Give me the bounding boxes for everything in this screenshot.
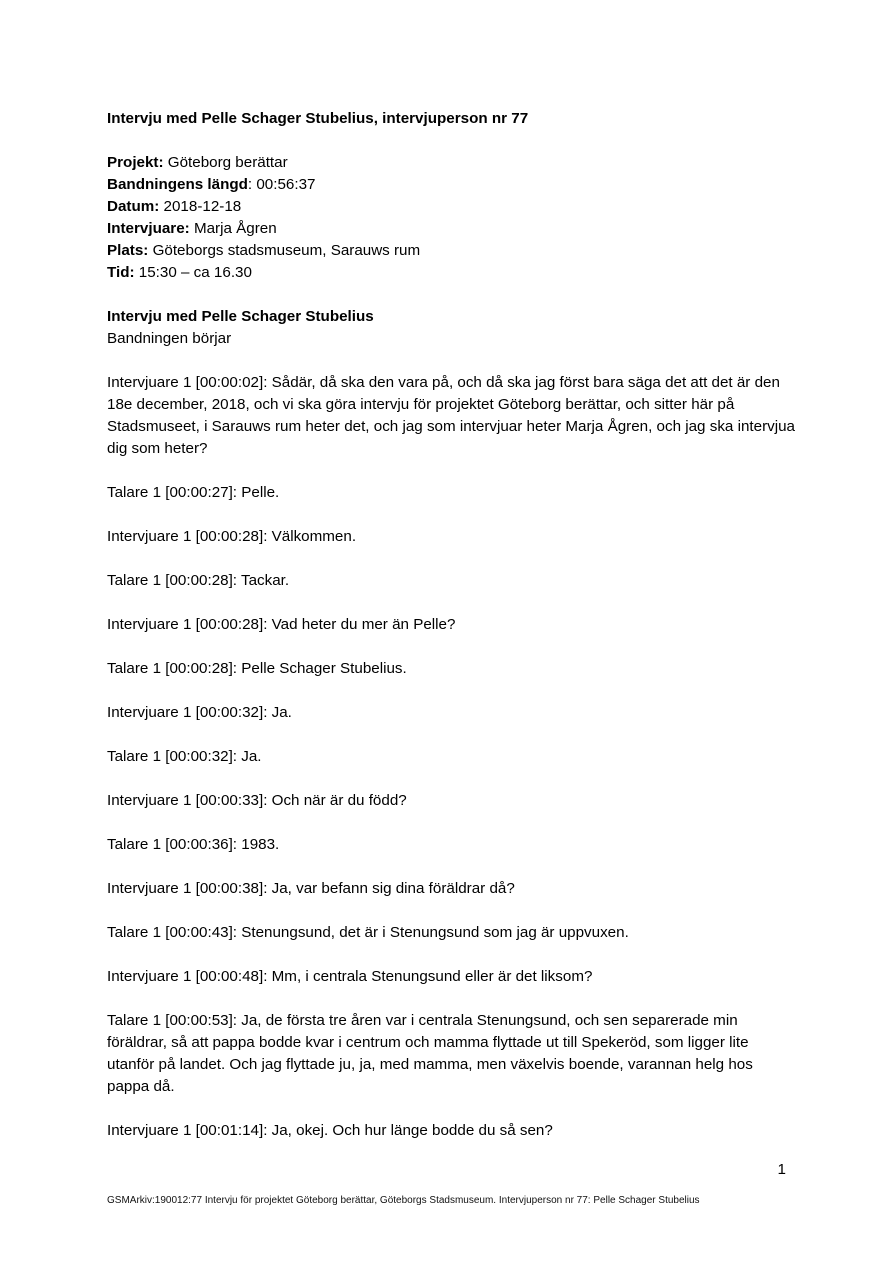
page-number: 1: [777, 1161, 786, 1178]
metadata-project: [107, 152, 797, 174]
metadata-key: Datum:: [107, 198, 160, 215]
metadata-block: [107, 152, 797, 284]
metadata-value: Marja Ågren: [189, 220, 277, 237]
page-footer: GSMArkiv:190012:77 Intervju för projektet Göteborg berättar, Göteborgs Stadsmuseum. Intervjuperson nr 77: Pelle Schager Stubelius: [107, 1195, 700, 1206]
transcript-turn: Intervjuare 1 [00:00:38]: Ja, var befann sig dina föräldrar då?: [107, 880, 515, 897]
metadata-value: Göteborg berättar: [163, 154, 288, 171]
metadata-key: Tid:: [107, 264, 135, 281]
metadata-key: Bandningens längd: [107, 176, 248, 193]
document-body: [107, 108, 797, 1164]
transcript-turn: Talare 1 [00:00:27]: Pelle.: [107, 484, 280, 501]
metadata-time: [107, 262, 797, 284]
transcript-turn: Intervjuare 1 [00:00:28]: Vad heter du mer än Pelle?: [107, 616, 456, 633]
transcript-turn: Intervjuare 1 [00:00:32]: Ja.: [107, 704, 292, 721]
transcript-turn: Talare 1 [00:00:32]: Ja.: [107, 748, 262, 765]
transcript-turn: Talare 1 [00:00:53]: Ja, de första tre åren var i centrala Stenungsund, och sen separerade min föräldrar, så att pappa bodde kvar i centrum och mamma flyttade ut till Spekeröd, som ligger lite utanför på landet. Och jag flyttade ju, ja, med mamma, men växelvis boende, varannan helg hos pappa då.: [107, 1012, 753, 1095]
metadata-interviewer: [107, 218, 797, 240]
metadata-value: Göteborgs stadsmuseum, Sarauws rum: [148, 242, 421, 259]
metadata-key: Plats:: [107, 242, 149, 259]
metadata-date: [107, 196, 797, 218]
metadata-place: [107, 240, 797, 262]
transcript-turn: Intervjuare 1 [00:01:14]: Ja, okej. Och hur länge bodde du så sen?: [107, 1122, 553, 1139]
transcript-turn: Intervjuare 1 [00:00:28]: Välkommen.: [107, 528, 357, 545]
transcript-turn: Intervjuare 1 [00:00:02]: Sådär, då ska den vara på, och då ska jag först bara säga det att det är den 18e december, 2018, och vi ska göra intervju för projektet Göteborg berättar, och sitter här på Stadsmuseet, i Sarauws rum heter det, och jag som intervjuar heter Marja Ågren, och jag ska intervjua dig som heter?: [107, 374, 795, 457]
metadata-key: Projekt:: [107, 154, 164, 171]
transcript-turn: Intervjuare 1 [00:00:33]: Och när är du född?: [107, 792, 407, 809]
metadata-key: Intervjuare:: [107, 220, 190, 237]
transcript-turn: Intervjuare 1 [00:00:48]: Mm, i centrala Stenungsund eller är det liksom?: [107, 968, 593, 985]
metadata-value: 2018-12-18: [159, 198, 242, 215]
metadata-value: : 00:56:37: [247, 176, 316, 193]
transcript: [107, 372, 797, 1142]
section-heading: Intervju med Pelle Schager Stubelius: [107, 308, 374, 325]
transcript-turn: Talare 1 [00:00:28]: Tackar.: [107, 572, 290, 589]
document-title: Intervju med Pelle Schager Stubelius, intervjuperson nr 77: [107, 110, 529, 127]
metadata-value: 15:30 – ca 16.30: [134, 264, 252, 281]
transcript-turn: Talare 1 [00:00:36]: 1983.: [107, 836, 280, 853]
section-subheading: Bandningen börjar: [107, 330, 232, 347]
transcript-turn: Talare 1 [00:00:43]: Stenungsund, det är i Stenungsund som jag är uppvuxen.: [107, 924, 629, 941]
transcript-turn: Talare 1 [00:00:28]: Pelle Schager Stubelius.: [107, 660, 407, 677]
metadata-length: [107, 174, 797, 196]
